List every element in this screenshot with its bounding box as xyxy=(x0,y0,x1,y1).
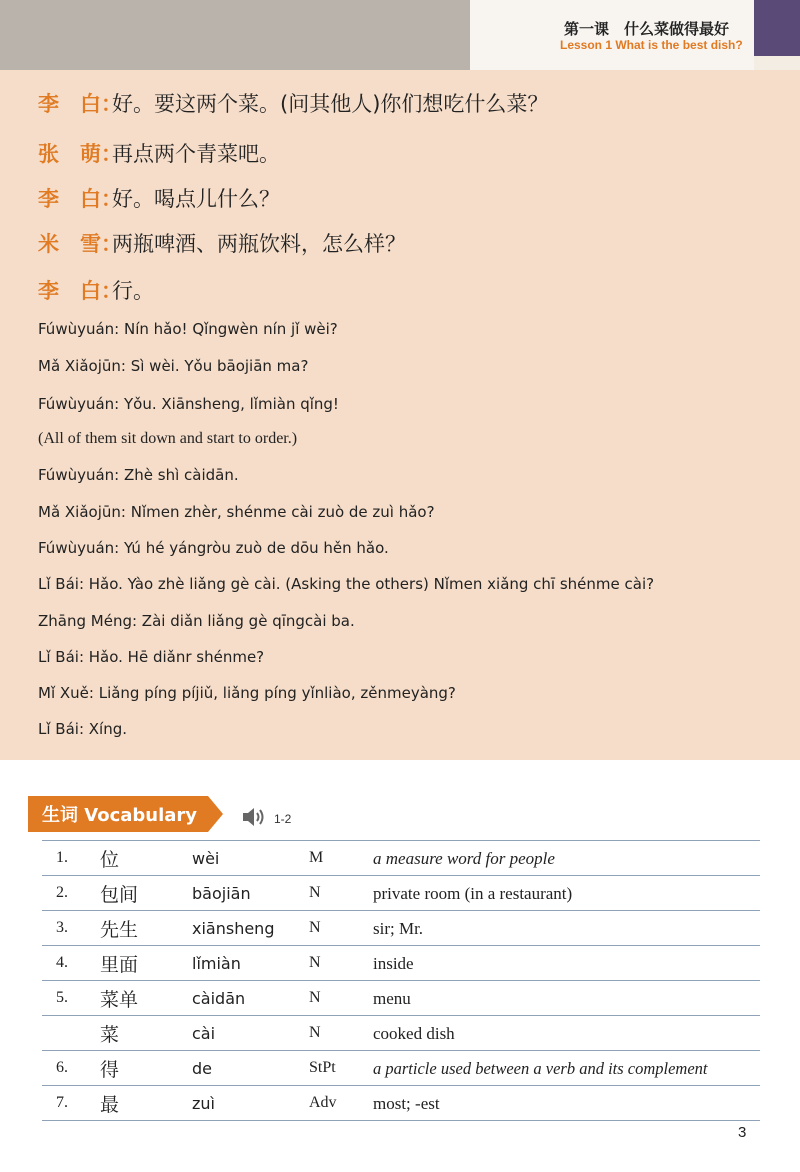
vocabulary-title: 生词 Vocabulary xyxy=(42,805,198,826)
lesson-title-english: Lesson 1 What is the best dish? xyxy=(560,38,743,52)
dialogue-line-cn xyxy=(38,183,280,213)
vocab-number: 5. xyxy=(56,989,68,1006)
vocab-row xyxy=(42,1016,760,1051)
dialogue-line-pinyin: Lǐ Bái: Xíng. xyxy=(38,720,128,738)
dialogue-text: 行。 xyxy=(112,279,154,303)
vocab-hanzi: 包间 xyxy=(100,884,139,906)
vocab-pinyin: lǐmiàn xyxy=(192,954,241,973)
vocab-pinyin: zuì xyxy=(192,1094,215,1113)
vocab-number: 3. xyxy=(56,919,68,936)
vocab-definition: inside xyxy=(373,954,414,973)
vocab-number: 6. xyxy=(56,1059,68,1076)
vocab-definition: private room (in a restaurant) xyxy=(373,884,573,903)
dialogue-text: 好。要这两个菜。(问其他人)你们想吃什么菜？ xyxy=(112,92,549,116)
stage-direction: (All of them sit down and start to order.) xyxy=(38,430,298,447)
vocab-pinyin: càidān xyxy=(192,989,246,1008)
vocab-definition: cooked dish xyxy=(373,1024,455,1043)
dialogue-line-cn xyxy=(38,275,154,305)
vocab-definition: a particle used between a verb and its complement xyxy=(373,1059,708,1078)
vocab-pinyin: de xyxy=(192,1059,212,1078)
vocab-hanzi: 最 xyxy=(100,1094,120,1116)
dialogue-line-pinyin: Fúwùyuán: Yǒu. Xiānsheng, lǐmiàn qǐng! xyxy=(38,395,339,413)
dialogue-line-pinyin: Fúwùyuán: Zhè shì càidān. xyxy=(38,466,239,484)
vocab-row xyxy=(42,981,760,1016)
vocabulary-banner xyxy=(28,796,223,832)
vocab-pinyin: xiānsheng xyxy=(192,919,275,938)
vocab-definition: menu xyxy=(373,989,411,1008)
audio-track-number: 1-2 xyxy=(274,812,292,826)
vocab-definition: a measure word for people xyxy=(373,849,555,868)
vocab-hanzi: 菜单 xyxy=(100,989,139,1011)
vocab-row xyxy=(42,1051,760,1086)
dialogue-line-pinyin: Mǐ Xuě: Liǎng píng píjiǔ, liǎng píng yǐnliào, zěnmeyàng? xyxy=(38,684,456,702)
vocab-number: 4. xyxy=(56,954,68,971)
header-band xyxy=(0,0,470,70)
dialogue-line-cn xyxy=(38,88,548,118)
dialogue-text: 好。喝点儿什么？ xyxy=(112,187,280,211)
vocab-definition: most; -est xyxy=(373,1094,440,1113)
vocab-part-of-speech: M xyxy=(309,849,324,866)
page-header xyxy=(0,0,800,70)
audio-speaker-icon[interactable] xyxy=(241,806,269,828)
dialogue-line-pinyin: Lǐ Bái: Hǎo. Hē diǎnr shénme? xyxy=(38,648,265,666)
dialogue-line-cn xyxy=(38,138,280,168)
vocab-part-of-speech: N xyxy=(309,919,321,936)
vocab-part-of-speech: N xyxy=(309,884,321,901)
vocab-hanzi: 里面 xyxy=(100,954,139,976)
dialogue-line-cn xyxy=(38,228,406,258)
speaker-name: 米 雪： xyxy=(38,232,122,256)
vocab-number: 7. xyxy=(56,1094,68,1111)
vocab-pinyin: bāojiān xyxy=(192,884,251,903)
speaker-name: 李 白： xyxy=(38,187,122,211)
speaker-name: 李 白： xyxy=(38,279,122,303)
vocab-row xyxy=(42,946,760,981)
dialogue-line-pinyin: Mǎ Xiǎojūn: Nǐmen zhèr, shénme cài zuò de zuì hǎo? xyxy=(38,503,435,521)
vocab-part-of-speech: Adv xyxy=(309,1094,337,1111)
dialogue-line-pinyin: Fúwùyuán: Nín hǎo! Qǐngwèn nín jǐ wèi? xyxy=(38,320,338,338)
vocab-row xyxy=(42,876,760,911)
vocab-number: 2. xyxy=(56,884,68,901)
dialogue-text: 两瓶啤酒、两瓶饮料，怎么样？ xyxy=(112,232,406,256)
vocabulary-table xyxy=(42,840,760,1121)
vocab-definition: sir; Mr. xyxy=(373,919,424,938)
vocab-part-of-speech: StPt xyxy=(309,1059,336,1076)
vocab-number: 1. xyxy=(56,849,68,866)
vocab-pinyin: wèi xyxy=(192,849,220,868)
vocab-row xyxy=(42,841,760,876)
dialogue-line-pinyin: Mǎ Xiǎojūn: Sì wèi. Yǒu bāojiān ma? xyxy=(38,357,309,375)
vocab-row xyxy=(42,911,760,946)
vocab-hanzi: 得 xyxy=(100,1059,120,1081)
dialogue-line-pinyin: Lǐ Bái: Hǎo. Yào zhè liǎng gè cài. (Asking the others) Nǐmen xiǎng chī shénme cài? xyxy=(38,575,655,593)
chapter-tab xyxy=(754,0,800,56)
vocab-part-of-speech: N xyxy=(309,989,321,1006)
dialogue-text: 再点两个青菜吧。 xyxy=(112,142,280,166)
vocab-part-of-speech: N xyxy=(309,954,321,971)
vocab-row xyxy=(42,1086,760,1121)
vocab-hanzi: 位 xyxy=(100,849,120,871)
dialogue-line-pinyin: Fúwùyuán: Yú hé yángròu zuò de dōu hěn hǎo. xyxy=(38,539,389,557)
lesson-title-chinese: 第一课 什么菜做得最好 xyxy=(564,20,730,38)
vocab-hanzi: 先生 xyxy=(100,919,139,941)
page-number: 3 xyxy=(738,1124,747,1141)
dialogue-line-pinyin: Zhāng Méng: Zài diǎn liǎng gè qīngcài ba. xyxy=(38,612,355,630)
vocab-pinyin: cài xyxy=(192,1024,216,1043)
vocab-hanzi: 菜 xyxy=(100,1024,120,1046)
speaker-name: 李 白： xyxy=(38,92,122,116)
speaker-name: 张 萌： xyxy=(38,142,122,166)
vocab-part-of-speech: N xyxy=(309,1024,321,1041)
